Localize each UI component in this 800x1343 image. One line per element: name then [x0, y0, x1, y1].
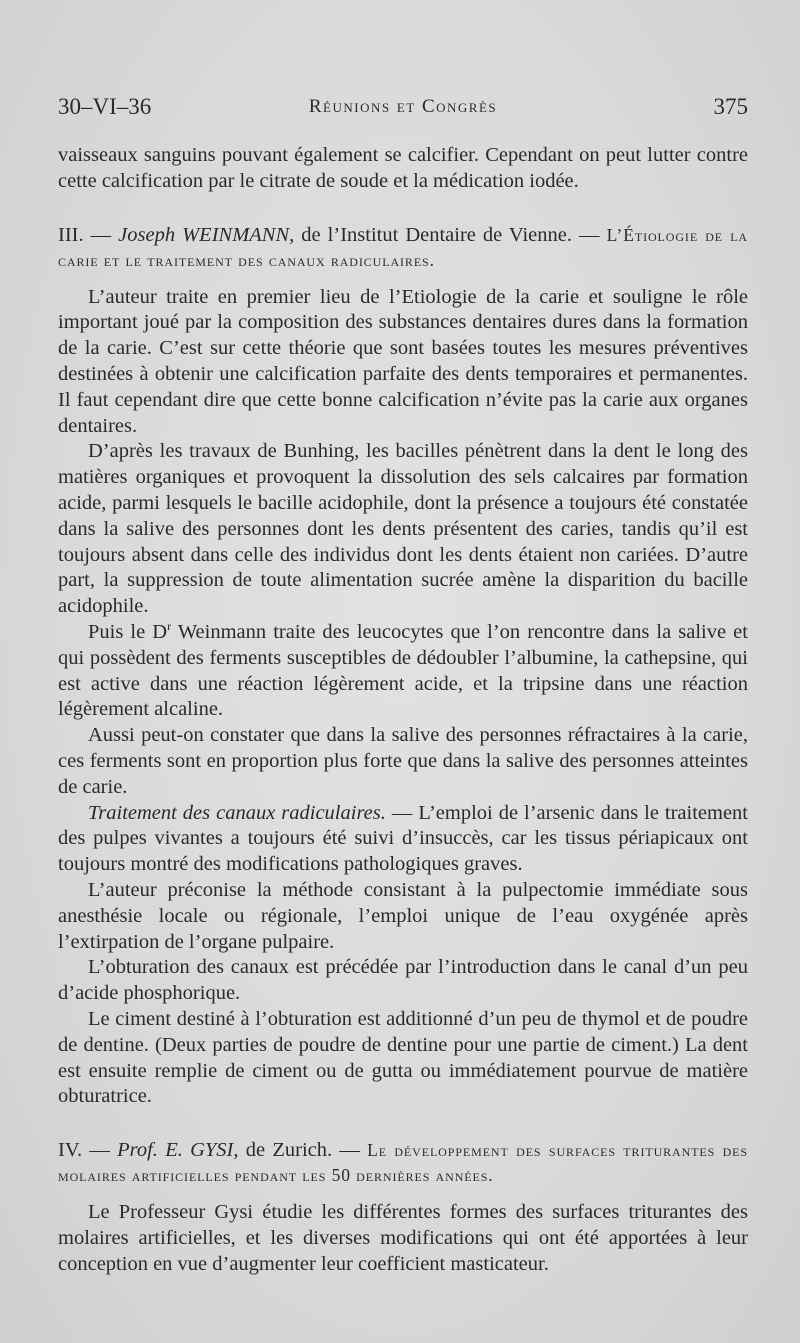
section-title: Le développement des surfaces triturantes des molaires artificielles pendant les 50 dernières années.	[58, 1140, 748, 1186]
page-number: 375	[713, 94, 748, 119]
paragraph: vaisseaux sanguins pouvant également se calcifier. Cependant on peut lutter contre cette calcification par le citrate de soude et la médication iodée.	[58, 144, 748, 192]
paragraph: Le Professeur Gysi étudie les différentes formes des surfaces triturantes des molaires artificielles, et les diverses modifications qui ont été apportées à leur conception en vue d’augmenter leur coefficient masticateur.	[58, 1201, 748, 1275]
article-body	[58, 143, 748, 1277]
paragraph: Le ciment destiné à l’obturation est additionné d’un peu de thymol et de poudre de dentine. (Deux parties de poudre de dentine pour une partie de ciment.) La dent est ensuite remplie de ciment ou de gutta ou immédiatement pourvue de matière obturatrice.	[58, 1007, 748, 1108]
header-date: 30–VI–36	[58, 94, 152, 119]
section-author: Prof. E. GYSI,	[117, 1139, 239, 1162]
superscript: r	[167, 619, 172, 634]
running-title: Réunions et Congrès	[308, 96, 498, 117]
paragraph-text: Weinmann traite des leucocytes que l’on rencontre dans la salive et qui possèdent des ferments susceptibles de dédoubler l’albumine, la cathepsine, qui est active dans une réaction légèrement acide, et la tripsine dans une réaction légèrement alcaline.	[58, 620, 748, 721]
section-affiliation: de l’Institut Dentaire de Vienne. —	[294, 223, 607, 246]
paragraph-text: Puis le D	[88, 620, 168, 643]
paragraph: L’auteur préconise la méthode consistant à la pulpectomie immédiate sous anesthésie locale ou régionale, l’emploi unique de l’eau oxygénée après l’extirpation de l’organe pulpaire.	[58, 878, 748, 953]
section-heading-4	[58, 1138, 748, 1188]
running-header	[58, 94, 748, 124]
paragraph	[58, 801, 748, 878]
paragraph: Aussi peut-on constater que dans la salive des personnes réfractaires à la carie, ces ferments sont en proportion plus forte que dans la salive des personnes atteintes de carie.	[58, 724, 748, 798]
paragraph-text: — L’emploi de l’arsenic dans le traitement des pulpes vivantes a toujours été suivi d’insuccès, car les tissus périapicaux ont toujours montré des modifications pathologiques graves.	[58, 801, 748, 876]
section-title: L’Étiologie de la carie et le traitement des canaux radiculaires.	[58, 224, 748, 270]
subheading: Traitement des canaux radiculaires.	[88, 801, 386, 824]
paragraph: D’après les travaux de Bunhing, les bacilles pénètrent dans la dent le long des matières organiques et provoquent la dissolution des sels calcaires par formation acide, parmi lesquels le bacille acidophile, dont la présence a toujours été constatée dans la salive des personnes dont les dents présentent des caries, tandis qu’il est toujours absent dans celle des individus dont les dents étaient non cariées. D’autre part, la suppression de toute alimentation sucrée amène la disparition du bacille acidophile.	[58, 440, 748, 618]
section-heading-3	[58, 223, 748, 273]
paragraph: L’obturation des canaux est précédée par l’introduction dans le canal d’un peu d’acide phosphorique.	[58, 956, 748, 1005]
section-author: Joseph WEINMANN,	[118, 223, 295, 246]
paragraph	[58, 620, 748, 723]
section-number: IV. —	[58, 1139, 118, 1162]
paragraph: L’auteur traite en premier lieu de l’Etiologie de la carie et souligne le rôle important joué par la composition des substances dentaires dures dans la formation de la carie. C’est sur cette théorie que sont basées toutes les mesures préventives destinées à obtenir une calcification parfaite des dents temporaires et permanentes. Il faut cependant dire que cette bonne calcification n’évite pas la carie aux organes dentaires.	[58, 285, 748, 437]
section-number: III. —	[58, 223, 119, 246]
section-affiliation: de Zurich. —	[238, 1139, 368, 1162]
